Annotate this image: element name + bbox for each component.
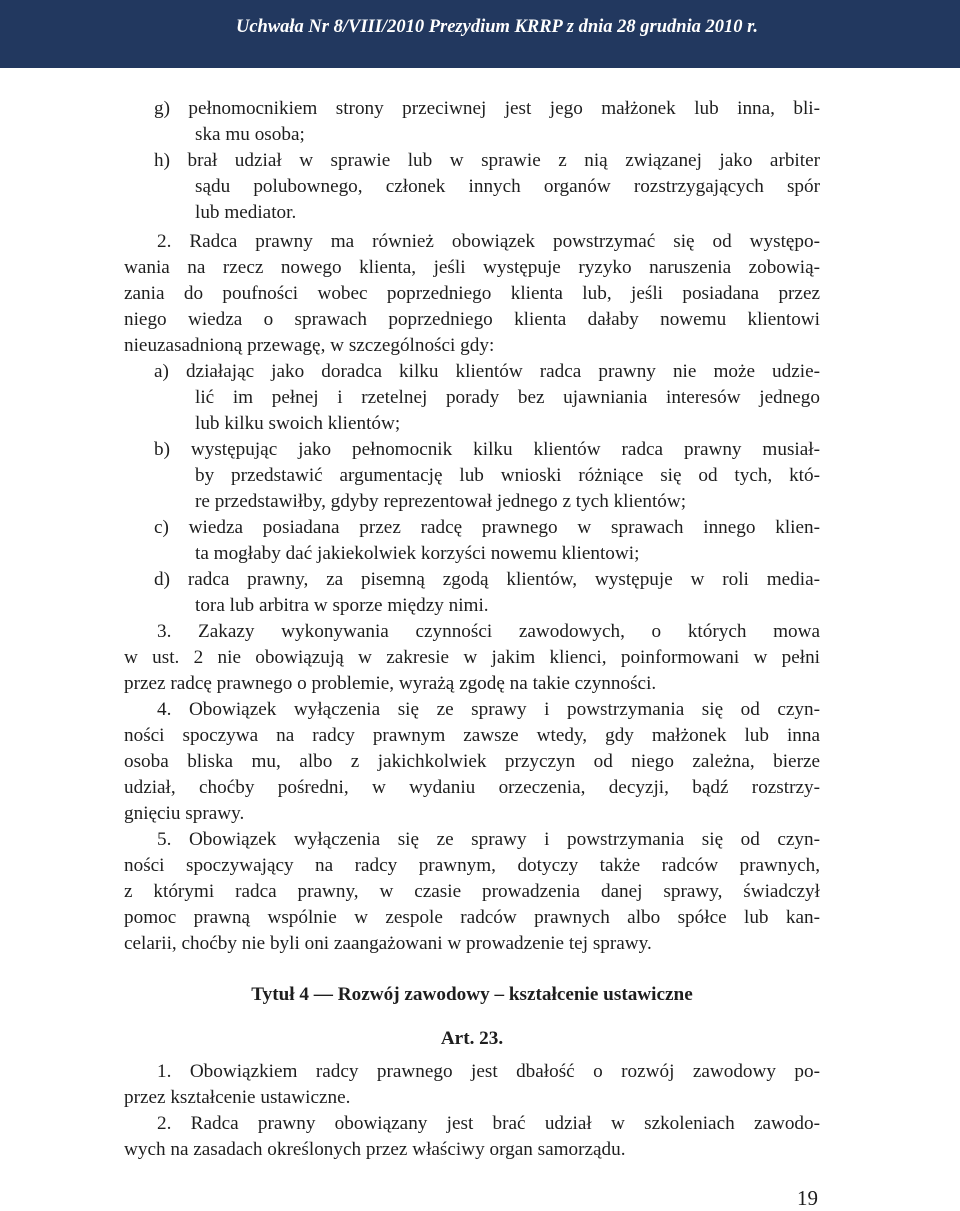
paragraph-4-line-1: 4. Obowiązek wyłączenia się ze sprawy i powstrzymania się od czyn-	[157, 699, 820, 720]
art23-paragraph-2-line-1: 2. Radca prawny obowiązany jest brać udział w szkoleniach zawodo-	[157, 1113, 820, 1134]
header-bar	[0, 0, 960, 68]
art23-paragraph-1-line-1: 1. Obowiązkiem radcy prawnego jest dbałość o rozwój zawodowy po-	[157, 1061, 820, 1082]
list-item-b-line-2: by przedstawić argumentację lub wnioski różniące się od tych, któ-	[195, 465, 820, 486]
list-item-c-line-2: ta mogłaby dać jakiekolwiek korzyści nowemu klientowi;	[195, 543, 640, 564]
art23-paragraph-2-line-2: wych na zasadach określonych przez właściwy organ samorządu.	[124, 1139, 626, 1160]
list-item-h-line-3: lub mediator.	[195, 202, 297, 223]
list-item-g-line-1: g) pełnomocnikiem strony przeciwnej jest jego małżonek lub inna, bli-	[154, 98, 820, 119]
paragraph-4-line-2: ności spoczywa na radcy prawnym zawsze wtedy, gdy małżonek lub inna	[124, 725, 820, 746]
paragraph-2-line-3: zania do poufności wobec poprzedniego klienta lub, jeśli posiadana przez	[124, 283, 820, 304]
paragraph-2-line-1: 2. Radca prawny ma również obowiązek powstrzymać się od występo-	[157, 231, 820, 252]
paragraph-5-line-4: pomoc prawną wspólnie w zespole radców prawnych albo spółce lub kan-	[124, 907, 820, 928]
header-title: Uchwała Nr 8/VIII/2010 Prezydium KRRP z dnia 28 grudnia 2010 r.	[235, 17, 758, 37]
paragraph-5-line-2: ności spoczywający na radcy prawnym, dotyczy także radców prawnych,	[124, 855, 820, 876]
list-item-d-line-1: d) radca prawny, za pisemną zgodą klientów, występuje w roli media-	[154, 569, 820, 590]
list-item-h-line-1: h) brał udział w sprawie lub w sprawie z nią związanej jako arbiter	[154, 150, 820, 171]
paragraph-5-line-1: 5. Obowiązek wyłączenia się ze sprawy i powstrzymania się od czyn-	[157, 829, 820, 850]
article-23-heading: Art. 23.	[440, 1028, 504, 1049]
list-item-b-line-3: re przedstawiłby, gdyby reprezentował jednego z tych klientów;	[195, 491, 687, 512]
art23-paragraph-1-line-2: przez kształcenie ustawiczne.	[124, 1087, 351, 1108]
paragraph-3-line-1: 3. Zakazy wykonywania czynności zawodowych, o których mowa	[157, 621, 820, 642]
paragraph-5-line-3: z którymi radca prawny, w czasie prowadzenia danej sprawy, świadczył	[124, 881, 820, 902]
list-item-c-line-1: c) wiedza posiadana przez radcę prawnego w sprawach innego klien-	[154, 517, 820, 538]
list-item-a-line-1: a) działając jako doradca kilku klientów radca prawny nie może udzie-	[154, 361, 820, 382]
list-item-d-line-2: tora lub arbitra w sporze między nimi.	[195, 595, 489, 616]
title-4-heading: Tytuł 4 — Rozwój zawodowy – kształcenie ustawiczne	[251, 984, 693, 1005]
paragraph-3-line-2: w ust. 2 nie obowiązują w zakresie w jakim klienci, poinformowani w pełni	[124, 647, 820, 668]
paragraph-2-line-4: niego wiedza o sprawach poprzedniego klienta dałaby nowemu klientowi	[124, 309, 820, 330]
paragraph-4-line-5: gnięciu sprawy.	[124, 803, 245, 824]
paragraph-4-line-3: osoba bliska mu, albo z jakichkolwiek przyczyn od niego zależna, bierze	[124, 751, 820, 772]
paragraph-2-line-2: wania na rzecz nowego klienta, jeśli występuje ryzyko naruszenia zobowią-	[124, 257, 820, 278]
list-item-a-line-3: lub kilku swoich klientów;	[195, 413, 401, 434]
document-body	[124, 96, 820, 1163]
paragraph-2-line-5: nieuzasadnioną przewagę, w szczególności gdy:	[124, 335, 495, 356]
paragraph-3-line-3: przez radcę prawnego o problemie, wyrażą zgodę na takie czynności.	[124, 673, 657, 694]
list-item-b-line-1: b) występując jako pełnomocnik kilku klientów radca prawny musiał-	[154, 439, 820, 460]
paragraph-5-line-5: celarii, choćby nie byli oni zaangażowani w prowadzenie tej sprawy.	[124, 933, 652, 954]
list-item-h-line-2: sądu polubownego, członek innych organów rozstrzygających spór	[195, 176, 820, 197]
list-item-g-line-2: ska mu osoba;	[195, 124, 305, 145]
paragraph-4-line-4: udział, choćby pośredni, w wydaniu orzeczenia, decyzji, bądź rozstrzy-	[124, 777, 820, 798]
list-item-a-line-2: lić im pełnej i rzetelnej porady bez ujawniania interesów jednego	[195, 387, 820, 408]
page-number: 19	[797, 1186, 818, 1210]
